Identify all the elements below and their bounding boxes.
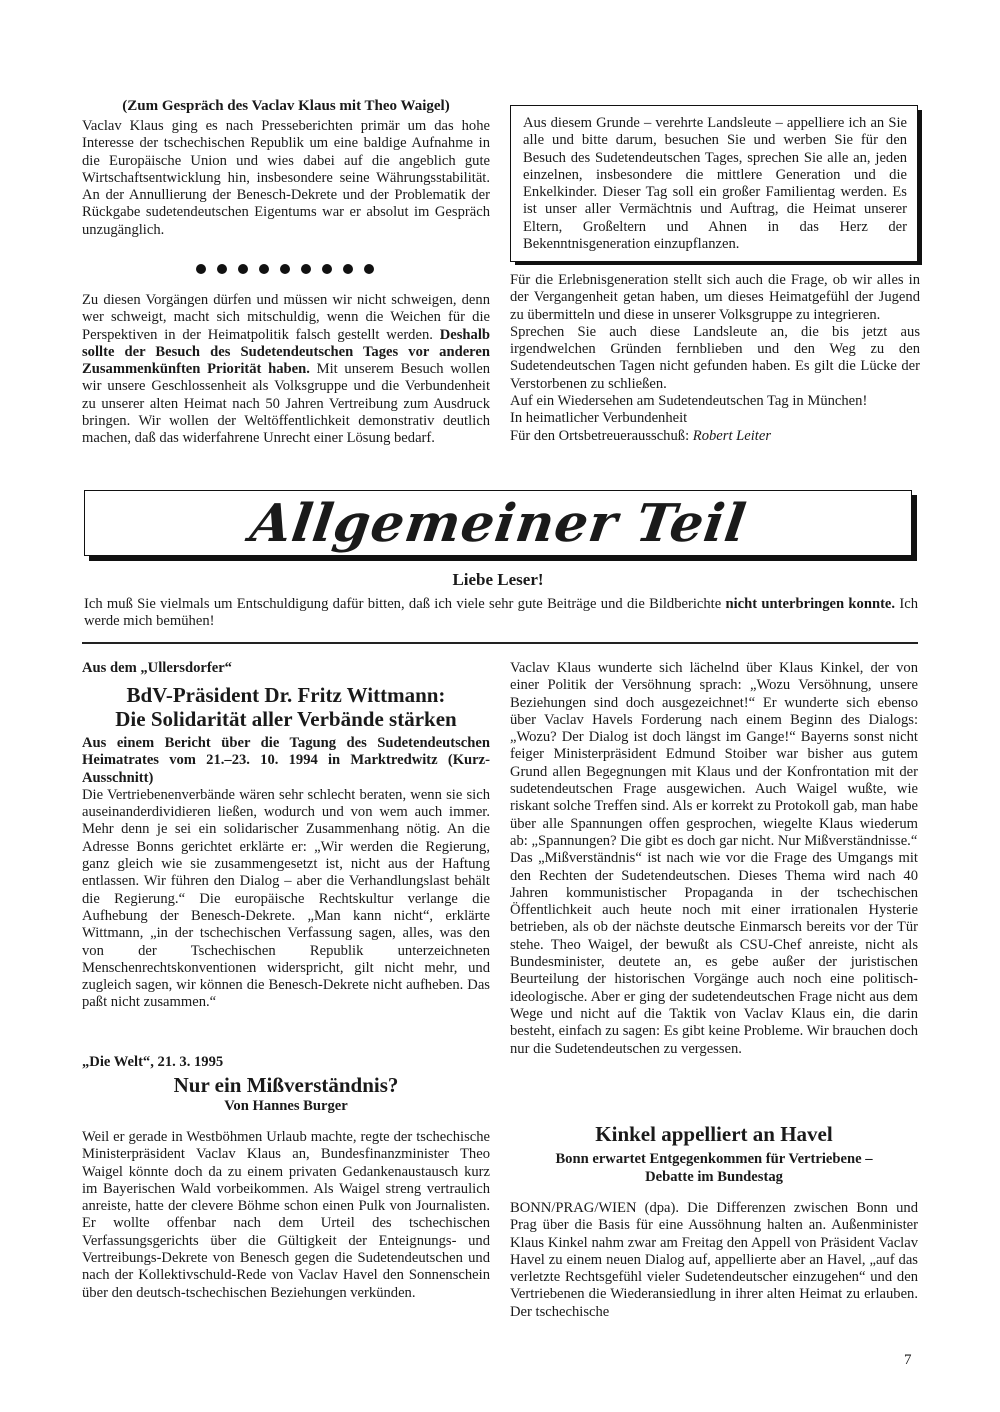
right-para1: Vaclav Klaus wunderte sich lächelnd über Klaus Kinkel, der von einer Politik der Versöhnung sprach: „Wozu Versöhnung, unsere Beziehungen sind doch ausgezeichnet!“ Er wunderte sich ebenso über Vaclav Havels Forderung nach einem Beginn des Dialogs: „Wozu? Der Dialog ist doch längst im Gange!“ Bayerns sonst nicht feiger Ministerpräsident Edmund Stoiber war bisher aus gutem Grund allen Begegnungen mit Klaus und der Konfrontation mit der sudetendeutschen Frage ausgewichen. Auch Waigel wußte, wie riskant solche Treffen sind. Als er korrekt zu Protokoll gab, man habe über alle Spannungen offen gesprochen, wiegelte Klaus wiederum ab: „Spannungen? Die gibt es doch gar nicht. Nur Mißverständnisse.“ — [510, 660, 918, 849]
notice-block — [84, 596, 918, 631]
dot — [280, 264, 290, 274]
appeal-box-shadow-bottom — [515, 261, 922, 265]
notice-rule — [82, 642, 918, 644]
notice-text-start: Ich muß Sie vielmals um Entschuldigung dafür bitten, daß ich viele sehr gute Beiträge und die Bildberichte — [84, 596, 726, 612]
top-right-para2: Sprechen Sie auch diese Landsleute an, die bis jetzt aus irgendwelchen Gründen fernblieben und den Weg zu den Sudetendeutschen Tagen nicht gefunden haben. Es gilt die Lücke der Verstorbenen zu schließen. — [510, 323, 920, 392]
article-wittmann-subtitle: Aus einem Bericht über die Tagung des Sudetendeutschen Heimatrates vom 21.–23. 10. 1994 in Marktredwitz (Kurz-Ausschnitt) — [82, 735, 490, 786]
notice-text — [84, 596, 918, 631]
article-welt-byline: Von Hannes Burger — [224, 1098, 348, 1114]
dot — [364, 264, 374, 274]
article-welt-title: Nur ein Mißverständnis? — [173, 1073, 399, 1097]
article-kinkel — [510, 1122, 918, 1321]
article-kinkel-title: Kinkel appelliert an Havel — [595, 1122, 833, 1146]
top-right-line2: In heimatlicher Verbundenheit — [510, 410, 688, 427]
signature-line — [510, 428, 920, 445]
article-wittmann-title-2: Die Solidarität aller Verbände stärken — [115, 707, 457, 731]
article-wittmann-title-1: BdV-Präsident Dr. Fritz Wittmann: — [126, 683, 446, 707]
article-welt — [82, 1054, 490, 1302]
top-left-heading: (Zum Gespräch des Vaclav Klaus mit Theo Waigel) — [122, 98, 450, 114]
top-right-text — [510, 272, 920, 445]
notice-heading: Liebe Leser! — [452, 570, 544, 589]
top-left-para2-bold: Deshalb sollte der Besuch des Sudetendeutschen Tages vor anderen Zusammenkünften Priorität haben. — [82, 326, 490, 378]
article-kinkel-body: BONN/PRAG/WIEN (dpa). Die Differenzen zwischen Bonn und Prag über die Basis für eine Aussöhnung halten an. Außenminister Klaus Kinkel nahm zwar am Freitag den Appell von Präsident Vaclav Havel zu einem neuen Dialog auf, appellierte aber an Havel, „auf das verletzte Rechtsgefühl vieler Sudetendeutscher einzugehen“ und den Vertriebenen die Wiederansiedlung in ihrer alten Heimat zu erlauben. Der tschechische — [510, 1200, 918, 1320]
dot — [259, 264, 269, 274]
section-banner-title: Allgemeiner Teil — [246, 492, 750, 554]
top-left-para2-start: Zu diesen Vorgängen dürfen und müssen wir nicht schweigen, denn wer schweigt, macht sich mitschuldig, wenn die Weichen für die Perspektiven in der Heimatpolitik falsch gestellt werden. — [82, 292, 490, 343]
top-right-line1: Auf ein Wiedersehen am Sudetendeutschen Tag in München! — [510, 393, 868, 410]
article-welt-body: Weil er gerade in Westböhmen Urlaub machte, regte der tschechische Ministerpräsident Vaclav Klaus an, Bundesfinanzminister Theo Waigel könnte doch da zu einem privaten Gedankenaustausch kurz im Bayerischen Wald vorbeikommen. Als Waigel streng vertraulich anreiste, hatte der clevere Böhme schon einen Pulk von Journalisten. Er wollte offenbar nach dem Urteil des tschechischen Verfassungsgerichts über die Gültigkeit der Enteignungs- und Vertreibungs-Dekrete von Benesch gegen die Sudetendeutschen und nach der Kollektivschuld-Rede von Vaclav Havel den Sonnenschein über den deutsch-tschechischen Beziehungen verkünden. — [82, 1129, 490, 1301]
page-number: 7 — [904, 1352, 912, 1368]
notice-text-end: Ich werde mich bemühen! — [84, 596, 918, 630]
article-wittmann — [82, 660, 490, 1012]
top-left-para2-block — [82, 292, 490, 448]
appeal-box-shadow-right — [918, 110, 922, 265]
dot — [196, 264, 206, 274]
section-banner — [84, 490, 912, 556]
right-para2: Das „Mißverständnis“ ist nach wie vor die Frage des Umgangs mit den Rechten der Sudetendeutschen. Dieses Thema wird nach 40 Jahren kommunistischer Propaganda in der tschechischen Öffentlichkeit auch heute noch mit einer irrationalen Hysterie betrieben, als ob der nächste deutsche Einmarsch bereits vor der Tür stehe. Theo Waigel, der bewußt als CSU-Chef anreiste, nicht als Bundesminister, deutete an, es gebe außer der juristischen Beurteilung der historischen Vorgänge auch noch eine politisch-ideologische. Aber er ging der sudetendeutschen Frage nicht aus dem Wege und nicht auf die Taktik von Vaclav Klaus ein, die darin besteht, einfach zu sagen: Es gibt keine Probleme. Wir brauchen doch nur die Sudetendeutschen zu vergessen. — [510, 850, 918, 1057]
dot — [238, 264, 248, 274]
top-left-para2-end: Mit unserem Besuch wollen wir unsere Geschlossenheit als Volksgruppe und die Verbundenheit zu unserer alten Heimat nach 50 Jahren Vertreibung zum Ausdruck bringen. Wir wollen der Weltöffentlichkeit demonstrativ deutlich machen, daß das widerfahrene Unrecht einer Lösung bedarf. — [82, 361, 490, 447]
article-welt-source: „Die Welt“, 21. 3. 1995 — [82, 1054, 224, 1070]
appeal-box-text: Aus diesem Grunde – verehrte Landsleute – appelliere ich an Sie alle und bitte darum, besuchen Sie und werben Sie für den Besuch des Sudetendeutschen Tages, sprechen Sie alle an, jeden einzelnen, insbesondere die mittlere Generation und die Enkelkinder. Dieser Tag soll ein großer Familientag werden. Es ist unser aller Vermächtnis und Auftrag, die Heimat unserer Eltern, Großeltern und Ahnen in das Herz der Bekenntnisgeneration einzupflanzen. — [523, 115, 907, 253]
appeal-box — [510, 105, 918, 262]
banner-shadow-right — [912, 495, 917, 561]
article-wittmann-source: Aus dem „Ullersdorfer“ — [82, 660, 232, 676]
dot — [217, 264, 227, 274]
article-welt-continued — [510, 660, 918, 1058]
separator-dots — [196, 264, 374, 274]
top-right-para1: Für die Erlebnisgeneration stellt sich auch die Frage, ob wir alles in der Vergangenheit getan haben, um dieses Heimatgefühl der Jugend zu übermitteln und diese in unserer Volksgruppe zu integrieren. — [510, 272, 920, 323]
signature-name: Robert Leiter — [692, 427, 772, 444]
article-kinkel-subtitle-1: Bonn erwartet Entgegenkommen für Vertriebene – — [555, 1151, 873, 1167]
notice-text-bold: nicht unterbringen konnte. — [725, 596, 896, 612]
dot — [301, 264, 311, 274]
signature-prefix: Für den Ortsbetreuerausschuß: — [510, 427, 693, 444]
dot — [343, 264, 353, 274]
top-left-para2 — [82, 292, 490, 448]
dot — [322, 264, 332, 274]
top-left-para1: Vaclav Klaus ging es nach Presseberichten primär um das hohe Interesse der tschechischen Republik um eine baldige Aufnahme in die Europäische Union und wies dabei auf die angeblich gute Wirtschaftsentwicklung hin, insbesondere seine Währungsstabilität. An der Annullierung der Benesch-Dekrete und der Problematik der Rückgabe sudetendeutschen Eigentums war er absolut im Gespräch unzugänglich. — [82, 118, 490, 238]
banner-shadow-bottom — [89, 556, 917, 561]
article-kinkel-subtitle-2: Debatte im Bundestag — [645, 1169, 783, 1185]
article-wittmann-body: Die Vertriebenenverbände wären sehr schlecht beraten, wenn sie sich auseinanderdividieren ließen, wodurch und von wem auch immer. Mehr denn je sei ein solidarischer Zusammenhang nötig. An die Adresse Bonns gerichtet erklärte er: „Wir werden die Regierung, ganz gleich wie sie zusammengesetzt ist, nicht aus der Haftung entlassen. Wir führen den Dialog – aber die Verhandlungslast behält die Regierung.“ Die europäische Rechtskultur verlange die Aufhebung der Benesch-Dekrete. „Man kann nicht“, erklärte Wittmann, „in der tschechischen Verfassung sagen, alles, was den von der Tschechischen Republik unterzeichneten Menschenrechtskonventionen widerspricht, gilt nicht mehr, und zugleich sagen, wir können die Benesch-Dekrete nicht aufheben. Das paßt nicht zusammen.“ — [82, 786, 490, 1011]
top-left-column — [82, 98, 490, 239]
